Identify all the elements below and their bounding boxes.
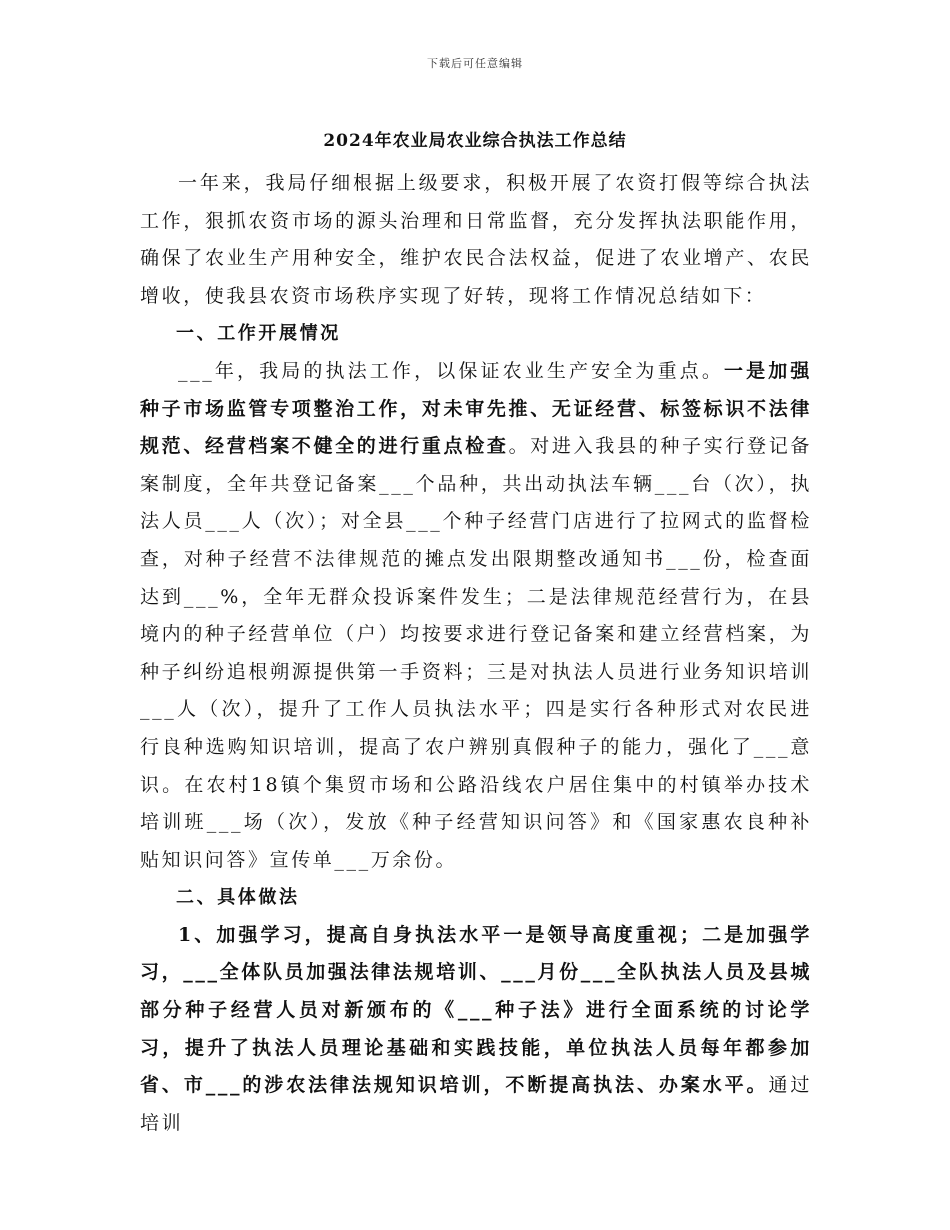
document-body <box>140 165 812 1142</box>
paragraph-text: 。对进入我县的种子实行登记备案制度，全年共登记备案___个品种，共出动执法车辆___台（次），执法人员___人（次）；对全县___个种子经营门店进行了拉网式的监督检查，对种子经营不法律规范的摊点发出限期整改通知书___份，检查面达到___%，全年无群众投诉案件发生；二是法律规范经营行为，在县境内的种子经营单位（户）均按要求进行登记备案和建立经营档案，为种子纠纷追根朔源提供第一手资料；三是对执法人员进行业务知识培训___人（次），提升了工作人员执法水平；四是实行各种形式对农民进行良种选购知识培训，提高了农户辨别真假种子的能力，强化了___意识。在农村18镇个集贸市场和公路沿线农户居住集中的村镇举办技术培训班___场（次），发放《种子经营知识问答》和《国家惠农良种补贴知识问答》宣传单___万余份。 <box>140 435 812 871</box>
paragraph-text: ___年，我局的执法工作，以保证农业生产安全为重点。 <box>178 359 724 382</box>
methods-paragraph <box>140 917 812 1143</box>
work-situation-paragraph <box>140 353 812 879</box>
document-title: 2024年农业局农业综合执法工作总结 <box>323 131 627 151</box>
header-note: 下载后可任意编辑 <box>427 57 523 70</box>
paragraph-bold-text: 一是加强种子市场监管专项整治工作，对未审先推、无证经营、标签标识不法律规范、经营档案不健全的进行重点检查 <box>140 359 812 458</box>
paragraph-text: 通过培训 <box>140 1074 812 1134</box>
section-heading-2: 二、具体做法 <box>176 887 300 909</box>
paragraph-bold-text: 1、加强学习，提高自身执法水平一是领导高度重视；二是加强学习，___全体队员加强法律法规培训、___月份___全队执法人员及县城部分种子经营人员对新颁布的《___种子法》进行全面系统的讨论学习，提升了执法人员理论基础和实践技能，单位执法人员每年都参加省、市___的涉农法律法规知识培训，不断提高执法、办案水平。 <box>140 923 812 1097</box>
intro-paragraph: 一年来，我局仔细根据上级要求，积极开展了农资打假等综合执法工作，狠抓农资市场的源头治理和日常监督，充分发挥执法职能作用，确保了农业生产用种安全，维护农民合法权益，促进了农业增产、农民增收，使我县农资市场秩序实现了好转，现将工作情况总结如下： <box>140 172 812 307</box>
section-heading-1: 一、工作开展情况 <box>176 323 341 345</box>
